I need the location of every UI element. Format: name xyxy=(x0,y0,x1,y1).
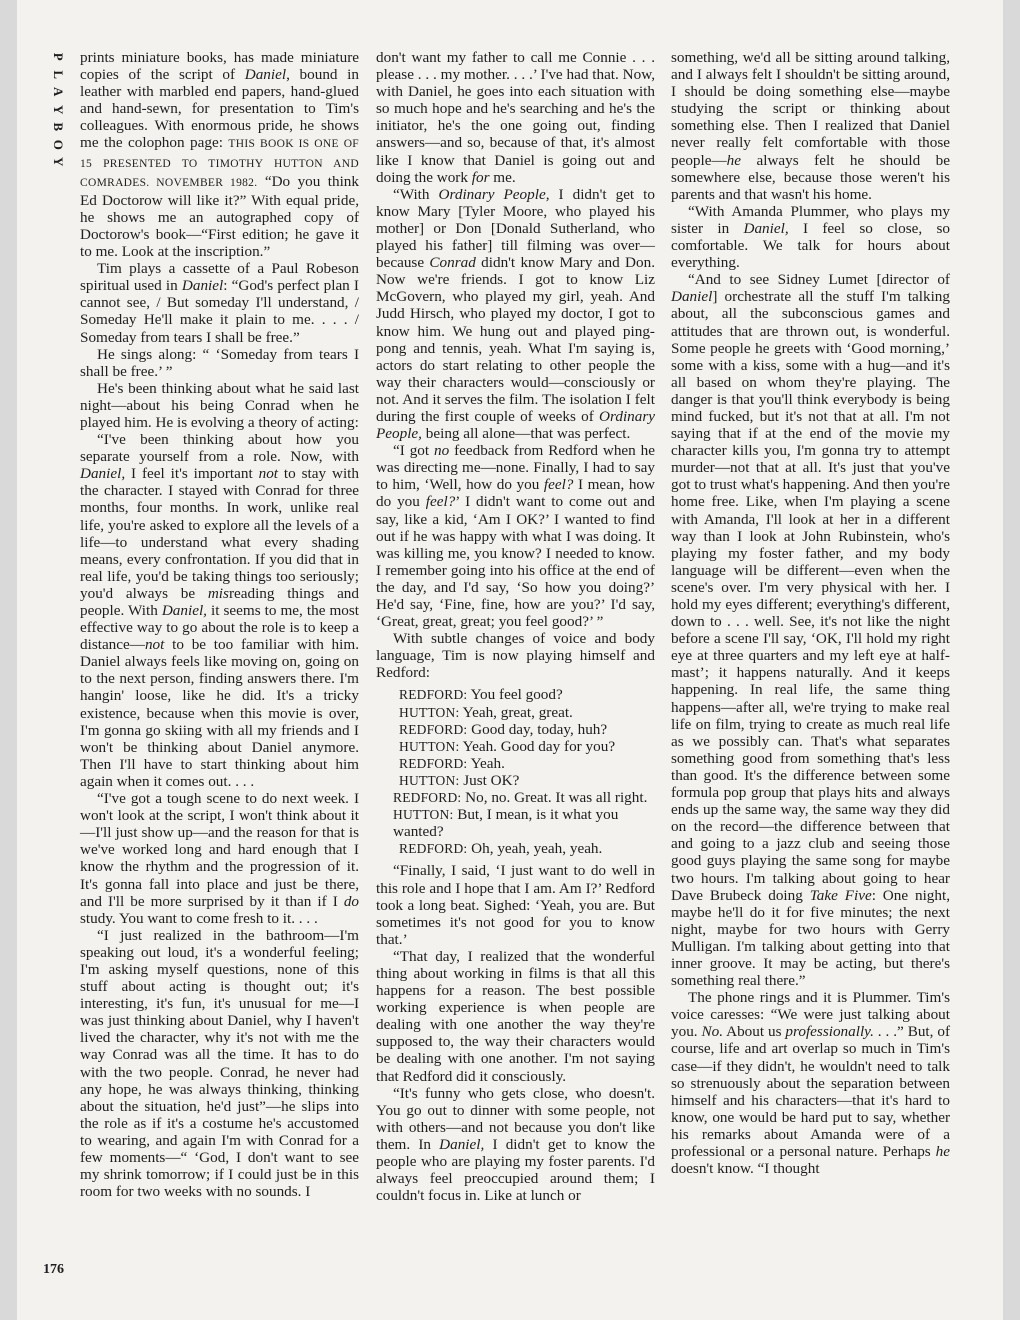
paragraph: “That day, I realized that the wonderful thing about working in films is that all this happens for a reason. The best possible working experience is when people are dealing with one another the way they're supposed to, the way their characters would be dealing with one another. I'm not saying that Redford did it consciously. xyxy=(376,947,655,1085)
running-head-letter: A xyxy=(50,87,66,97)
paragraph: “I've been thinking about how you separate yourself from a role. Now, with Daniel, I feel it's important not to stay with the character. I stayed with Conrad for three months, four months. In work, unlike real life, you're asked to explore all the levels of a life—to understand what every shading means, every confrontation. If you did that in real life, you'd be taking things too seriously; you'd always be misreading things and people. With Daniel, it seems to me, the most effective way to go about the role is to keep a distance—not to be too familiar with him. Daniel always feels like moving on, going on to the next person, finding answers there. I'm hangin' loose, like he did. It's a tricky existence, because when this movie is over, I'm gonna go skiing with all my friends and I won't be thinking about Daniel anymore. Then I'll have to start thinking about him again when it comes out. . . . xyxy=(80,431,360,790)
running-head-letter: Y xyxy=(50,157,66,167)
running-head-letter: Y xyxy=(50,104,66,114)
text-column-2 xyxy=(376,49,655,1204)
running-head-letter: L xyxy=(50,69,66,79)
text-column-1 xyxy=(80,49,359,1200)
text-column-3 xyxy=(671,49,950,1177)
paragraph: With subtle changes of voice and body language, Tim is now playing himself and Redford: xyxy=(376,630,655,682)
paragraph: “With Ordinary People, I didn't get to know Mary [Tyler Moore, who played his mother] or Don [Donald Sutherland, who played his father] till filming was over—because Conrad didn't know Mary and Don. Now we're friends. I got to know Liz McGovern, who played my girl, yeah. And Judd Hirsch, who played my doctor, I got to know him. We hung out and played ping-pong and tennis, yeah. What I'm saying is, actors do start relating to other people the way their characters would—consciously or not. And it serves the film. The isolation I felt during the first couple of weeks of Ordinary People, being all alone—that was perfect. xyxy=(376,185,656,443)
paragraph: “With Amanda Plummer, who plays my sister in Daniel, I feel so close, so comfortable. We talk for hours about everything. xyxy=(671,202,951,272)
paragraph: He's been thinking about what he said last night—about his being Conrad when he played him. He is evolving a theory of acting: xyxy=(80,379,359,431)
dialogue-line: REDFORD: You feel good? xyxy=(399,686,563,704)
paragraph: “I've got a tough scene to do next week. I won't look at the script, I won't think about it—I'll just show up—and the reason for that is we've worked long and hard enough that I know the rhythm and the progression of it. It's gonna fall into place and just be there, and I'll be more surprised by it than if I do study. You want to come fresh to it. . . . xyxy=(80,790,359,927)
dialogue-line: REDFORD: Good day, today, huh? xyxy=(399,720,608,738)
running-head xyxy=(42,48,72,171)
paragraph: The phone rings and it is Plummer. Tim's voice caresses: “We were just talking about you. No. About us professionally. . . .” But, of course, life and art overlap so much in Tim's case—if they didn't, he wouldn't need to talk so strenuously about the separation between himself and his characters—that it's hard to know, one would be hard put to say, whether his remarks about Amanda were of a professional or a personal nature. Perhaps he doesn't know. “I thought xyxy=(671,989,950,1178)
paragraph: “It's funny who gets close, who doesn't. You go out to dinner with some people, not with others—and not because you don't like them. In Daniel, I didn't get to know the people who are playing my foster parents. I'd always feel preoccupied around them; I couldn't focus in. Like at lunch or xyxy=(376,1084,655,1205)
dialogue-block xyxy=(379,686,655,857)
running-head-letter: B xyxy=(50,122,66,132)
dialogue-line: HUTTON: Yeah, great, great. xyxy=(399,703,573,721)
paragraph: something, we'd all be sitting around talking, and I always felt I shouldn't be sitting around, I should be doing something else—maybe studying the script or thinking about something else. Then I realized that Daniel never really felt comfortable with those people—he always felt he should be somewhere else, because those weren't his parents and that wasn't his home. xyxy=(671,49,950,203)
paragraph: “I got no feedback from Redford when he was directing me—none. Finally, I had to say to him, ‘Well, how do you feel? I mean, how do you feel?’ I didn't want to come out and say, like a kid, ‘Am I OK?’ I wanted to find out if he was happy with what I was doing. It was killing me, you know? I needed to know. I remember going into his office at the end of the day, and I'd say, ‘So how you doing?’ He'd say, ‘Fine, fine, how are you?’ I'd say, ‘Great, great, great; you feel good?’ ” xyxy=(376,442,655,631)
paragraph: prints miniature books, has made miniature copies of the script of Daniel, bound in leather with marbled end papers, hand-glued and hand-sewn, for presentation to Tim's colleagues. With enormous pride, he shows me the colophon page: THIS BOOK IS ONE OF 15 PRESENTED TO TIMOTHY HUTTON AND COMRADES. NOVEMBER 1982. “Do you think Ed Doctorow will like it?” With equal pride, he shows me an autographed copy of Doctorow's book—“First edition; he gave it to me. Look at the inscription.” xyxy=(80,49,359,261)
dialogue-line: HUTTON: Yeah. Good day for you? xyxy=(399,737,616,755)
paragraph: don't want my father to call me Connie . . . please . . . my mother. . . .’ I've had that. Now, with Daniel, he goes into each situation with so much hope and he's searching and he's the initiator, he's the one going out, finding answers—and so, because of that, it's almost like I know that Daniel is going out and doing the work for me. xyxy=(376,49,655,186)
dialogue-line: REDFORD: Yeah. xyxy=(399,754,505,772)
paragraph: “And to see Sidney Lumet [director of Daniel] orchestrate all the stuff I'm talking about, all the subconscious games and attitudes that are thrown out, is wonderful. Some people he greets with ‘Good morning,’ some with a kiss, some with a hug—and it's all based on whom they're playing. The danger is that you'll think everybody is being mind fucked, but it's not that at all. I'm not saying that if at the end of the movie my character kills you, I'm gonna try to attempt murder—not that at all. It's just that you've got to trust what's happening. And then you're home free. Like, when I'm playing a scene with Amanda, I'll look at her in a different way than I look at John Rubinstein, who's playing my foster father, and my body language will be different—even when the scene's over. I'm very physical with her. I hold my eyes different; everything's different, down to . . . well. See, it's not like the night before a scene I'll say, ‘OK, I'll hold my right eye at three quarters and my left eye at half-mast’; it happens naturally. And it keeps happening. In real life, the same thing happens—after all, we're trying to make real life on film, trying to create as much real life as we possibly can. That's what separates something good from something that's less than good. It's the difference between some formula pop group that plays hits and always ends up the same way, the same way they did on the record—the difference between that and going to a jazz club and seeing those good guys playing the same song for maybe two hours. I'm talking about going to hear Dave Brubeck doing Take Five: One night, maybe he'll do it for five minutes; the next night, maybe for two hours with Gerry Mulligan. I'm talking about getting into that inner groove. It may be acting, but there's something real there.” xyxy=(671,271,950,990)
dialogue-line: REDFORD: No, no. Great. It was all right. xyxy=(393,789,648,807)
dialogue-line: REDFORD: Oh, yeah, yeah, yeah. xyxy=(399,840,603,858)
paragraph: He sings along: “ ‘Someday from tears I shall be free.’ ” xyxy=(80,345,359,380)
paragraph: “Finally, I said, ‘I just want to do well in this role and I hope that I am. Am I?’ Redford took a long beat. Sighed: ‘Yeah, you are. But sometimes it's not good for you to know that.’ xyxy=(376,862,655,948)
magazine-page xyxy=(17,0,1003,1320)
dialogue-line: HUTTON: But, I mean, is it what you wanted? xyxy=(393,806,619,841)
running-head-letter: O xyxy=(50,139,66,150)
dialogue-line: HUTTON: Just OK? xyxy=(399,771,520,789)
page-number: 176 xyxy=(43,1262,64,1277)
paragraph: Tim plays a cassette of a Paul Robeson spiritual used in Daniel: “God's perfect plan I cannot see, / But someday I'll understand, / Someday He'll make it plain to me. . . . / Someday from tears I shall be free.” xyxy=(80,260,359,346)
running-head-letter: P xyxy=(50,52,66,61)
paragraph: “I just realized in the bathroom—I'm speaking out loud, it's a wonderful feeling; I'm asking myself questions, none of this stuff about acting is thought out; it's interesting, it's fun, it's unusual for me—I was just thinking about Daniel, why I haven't lived the character, why it's not with me the way Conrad was all the time. It has to do with the two people. Conrad, he never had any hope, he was always thinking, thinking about the situation, he'd just”—he slips into the role as if it's a costume he's accustomed to wearing, and again I'm with Conrad for a few moments—“ ‘God, I don't want to see my shrink tomorrow; if I could just be in this room for two weeks with no sounds. I xyxy=(80,926,359,1201)
